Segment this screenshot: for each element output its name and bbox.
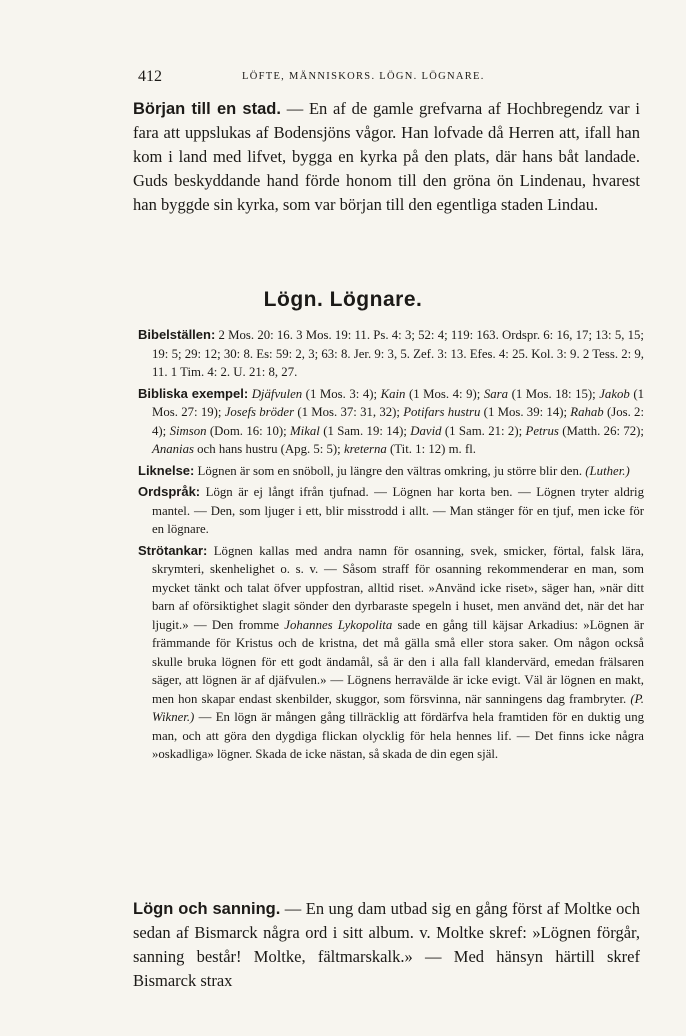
entry-ordsprak — [138, 483, 644, 539]
example-ref: (1 Mos. 37: 31, 32); — [294, 405, 404, 419]
example-ref: (1 Mos. 4: 9); — [405, 386, 484, 401]
example-name: Ananias — [152, 442, 194, 456]
paragraph-borjan-till-en-stad — [133, 97, 640, 217]
example-name: Jakob — [599, 386, 630, 401]
entry-text: Lögnen kallas med andra namn för osanning, svek, smicker, förtal, falsk lära, skrymteri, skenhelighet o. s. v. — Såsom straff för osanning rekommenderar en man, som mycket tänkt och talat öfver uppfostran, alltid riset. »Använd icke riset», säger han, »när ditt barn af oförsiktighet slagit sönder den dyrbaraste spegeln i huset, men använd det, när det har ljugit.» — Den fromme — [152, 543, 644, 632]
running-title: LÖFTE, MÄNNISKORS. LÖGN. LÖGNARE. — [242, 71, 485, 82]
example-name: Petrus — [525, 423, 559, 438]
entry-label: Liknelse: — [138, 462, 195, 478]
entry-label: Ordspråk: — [138, 484, 201, 499]
entry-text: — En lögn är mången gång tillräcklig att fördärfva hela framtiden för en duktig ung man, och att göra den dygdiga flickan olycklig för hela hennes lif. — Det finns icke några »oskadliga» lögner. Skada de icke nästan, så skada de din egen själ. — [152, 710, 644, 761]
example-name: kreterna — [343, 442, 387, 456]
paragraph-lead: Början till en stad. — [133, 100, 281, 118]
page-header — [138, 68, 616, 88]
entry-text: Lögn är ej långt ifrån tjufnad. — Lögnen har korta ben. — Lögnen tryter aldrig mantel. — Den, som ljuger i ett, blir misstrodd i allt. — Man stänger för en tjuf, men icke för en lögnare. — [152, 485, 644, 536]
example-ref: (1 Mos. 39: 14); — [480, 405, 571, 419]
paragraph-text: — En af de gamle grefvarna af Hochbregendz var i fara att uppslukas af Bodensjöns vågor. Han lofvade då Herren att, ifall han kom i land med lifvet, bygga en kyrka på den plats, där hans båt landade. Guds beskyddande hand förde honom till den gröna ön Lindenau, hvarest han byggde sin kyrka, som var början till den egentliga staden Lindau. — [133, 99, 640, 214]
example-ref: (1 Sam. 21: 2); — [441, 423, 526, 438]
example-name: Potifars hustru — [403, 405, 481, 419]
example-name: Mikal — [290, 423, 320, 438]
page-number: 412 — [138, 68, 162, 85]
example-name: Djäfvulen — [251, 386, 303, 401]
example-ref: och hans hustru (Apg. 5: 5); — [193, 442, 344, 456]
entry-strotankar — [138, 542, 644, 764]
entry-liknelse — [138, 462, 644, 481]
example-ref: (Jos. 2: 4); — [152, 405, 645, 438]
example-ref: (1 Mos. 3: 4); — [302, 386, 381, 401]
example-ref: (Dom. 16: 10); — [206, 423, 291, 438]
entry-text: sade en gång till käjsar Arkadius: »Lögnen är främmande för Kristus och de kristna, det må gälla små eller stora saker. Om någon också skulle bruka lögnen för ett godt ändamål, så är den i alla fall klandervärd, emedan frälsaren säger, att lögnen är af djäfvulen.» — Lögnens herravälde är icke evigt. Väl är lögnen en makt, men hon skapar endast skenbilder, skuggor, som försvinna, när sanningens dag frambryter. — [152, 617, 644, 706]
entry-label: Bibliska exempel: — [138, 385, 249, 401]
example-ref: (1 Mos. 27: 19); — [152, 386, 644, 419]
entry-citation: (P. Wikner.) — [152, 691, 644, 724]
entry-bibliska-exempel — [138, 385, 644, 459]
example-name: Rahab — [570, 405, 604, 419]
entry-label: Strötankar: — [138, 542, 208, 558]
example-name: Simson — [169, 423, 207, 438]
example-ref: (1 Mos. 18: 15); — [508, 386, 600, 401]
entry-text: 2 Mos. 20: 16. 3 Mos. 19: 11. Ps. 4: 3; 52: 4; 119: 163. Ordspr. 6: 16, 17; 13: 5, 15; 19: 5; 29: 12; 30: 8. Es: 59: 2, 3; 63: 8. Jer. 9: 3, 5. Zef. 3: 13. Efes. 4: 25. Kol. 3: 9. 2 Tess. 2: 9, 11. 1 Tim. 4: 2. U. 21: 8, 27. — [152, 328, 644, 379]
entry-citation: (Luther.) — [585, 463, 630, 478]
example-name: Kain — [380, 386, 406, 401]
example-ref: (Matth. 26: 72); — [558, 423, 644, 438]
example-ref: (1 Sam. 19: 14); — [319, 423, 411, 438]
paragraph-logn-och-sanning — [133, 897, 640, 993]
example-ref: (Tit. 1: 12) m. fl. — [386, 442, 476, 456]
paragraph-lead: Lögn och sanning. — [133, 900, 281, 918]
section-body — [138, 326, 644, 767]
example-name: Josefs bröder — [224, 405, 295, 419]
entry-label: Bibelställen: — [138, 327, 216, 342]
section-title: Lögn. Lögnare. — [263, 288, 423, 311]
entry-bibelstallen — [138, 326, 644, 382]
entry-text: Lögnen är som en snöboll, ju längre den vältras omkring, ju större blir den. — [194, 463, 586, 478]
paragraph-text: — En ung dam utbad sig en gång först af Moltke och sedan af Bismarck några ord i sitt album. v. Moltke skref: »Lögnen förgår, sanning består! Moltke, fältmarskalk.» — Med hänsyn härtill skref Bismarck strax — [133, 899, 640, 990]
entry-person: Johannes Lykopolita — [284, 617, 393, 632]
example-name: Sara — [483, 386, 509, 401]
example-name: David — [410, 423, 442, 438]
